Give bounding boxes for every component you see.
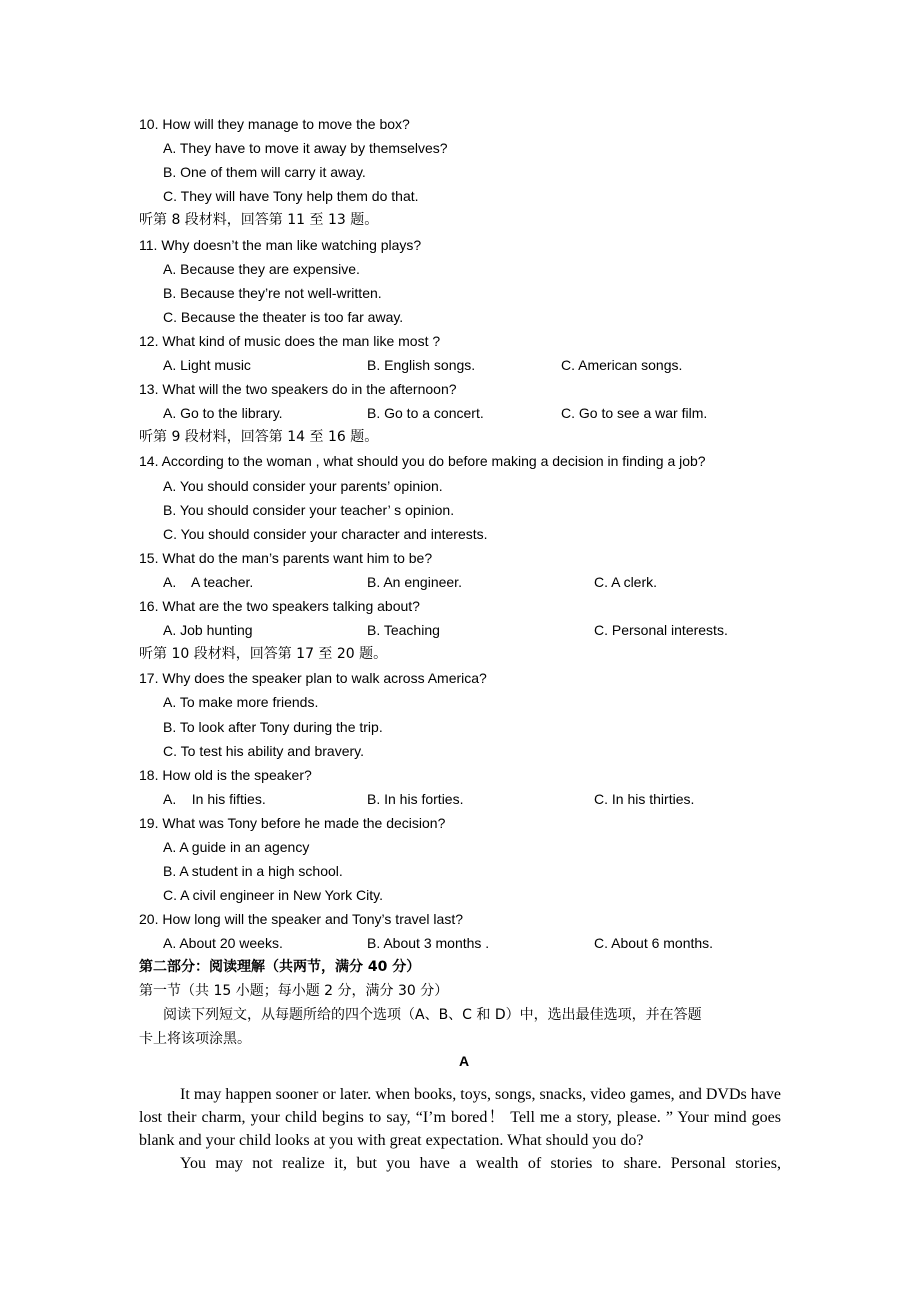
option: B. To look after Tony during the trip. (163, 718, 383, 735)
question: 10. How will they manage to move the box? (139, 116, 410, 132)
option: C. A clerk. (594, 573, 658, 590)
question: 15. What do the man’s parents want him to be? (139, 549, 433, 566)
option: A. Because they are expensive. (163, 260, 360, 277)
option: C. Because the theater is too far away. (163, 308, 404, 325)
option: B. English songs. (367, 357, 476, 373)
section-instruction: 听第 9 段材料，回答第 14 至 16 题。 (139, 429, 379, 446)
option: C. About 6 months. (594, 935, 714, 952)
question: 19. What was Tony before he made the decision? (139, 814, 446, 831)
question: 12. What kind of music does the man like most ? (139, 332, 441, 349)
passage-paragraph: You may not realize it, but you have a wealth of stories to share. Personal stories, (180, 1155, 781, 1172)
option: C. In his thirties. (594, 790, 695, 807)
option: A. Job hunting (163, 622, 253, 639)
instruction-line-2: 卡上将该项涂黑。 (139, 1031, 251, 1047)
option: B. An engineer. (367, 573, 462, 590)
option: A. About 20 weeks. (163, 935, 283, 952)
option: A. Light music (163, 357, 251, 373)
option: C. Go to see a war film. (561, 405, 708, 422)
question: 18. How old is the speaker? (139, 766, 312, 783)
option: B. About 3 months . (367, 935, 490, 952)
option: C. Personal interests. (594, 622, 728, 639)
option: C. A civil engineer in New York City. (163, 887, 383, 904)
instruction-line-1: 阅读下列短文，从每题所给的四个选项（A、B、C 和 D）中，选出最佳选项，并在答题 (163, 1007, 702, 1023)
question: 11. Why doesn’t the man like watching plays? (139, 236, 422, 253)
option: C. American songs. (561, 357, 683, 373)
option: A. In his fifties. (163, 790, 266, 807)
part-heading: 第二部分：阅读理解（共两节，满分 40 分） (139, 959, 421, 975)
question: 17. Why does the speaker plan to walk across America? (139, 670, 487, 687)
section-instruction: 听第 8 段材料，回答第 11 至 13 题。 (139, 212, 379, 229)
option: A. A teacher. (163, 573, 254, 590)
option: B. In his forties. (367, 790, 464, 807)
question: 14. According to the woman , what should you do before making a decision in finding a job? (139, 453, 706, 470)
passage-title: A (458, 1053, 470, 1069)
option: A. You should consider your parents’ opinion. (163, 477, 443, 494)
passage-paragraph: It may happen sooner or later. when books, toys, songs, snacks, video games, and DVDs have lost their charm, your child begins to say, “I’m bored！ Tell me a story, please. ” Your mind goes blank and your child looks at you with great expectation. What should you do? (139, 1086, 781, 1149)
question: 20. How long will the speaker and Tony’s travel last? (139, 911, 463, 928)
option: C. To test his ability and bravery. (163, 742, 365, 759)
option: B. You should consider your teacher’ s opinion. (163, 501, 455, 518)
option: A. They have to move it away by themselves? (163, 140, 448, 157)
section-instruction: 听第 10 段材料，回答第 17 至 20 题。 (139, 646, 388, 663)
option: B. One of them will carry it away. (163, 164, 366, 181)
option: B. A student in a high school. (163, 863, 343, 880)
option: A. A guide in an agency (163, 839, 310, 855)
question: 13. What will the two speakers do in the afternoon? (139, 381, 457, 398)
option: B. Because they’re not well-written. (163, 284, 382, 301)
option: B. Teaching (367, 622, 440, 639)
option: B. Go to a concert. (367, 405, 484, 422)
option: A. To make more friends. (163, 694, 319, 711)
section-heading: 第一节（共 15 小题；每小题 2 分，满分 30 分） (139, 983, 449, 999)
option: C. They will have Tony help them do that. (163, 188, 419, 205)
question: 16. What are the two speakers talking about? (139, 598, 420, 614)
option: A. Go to the library. (163, 405, 283, 422)
option: C. You should consider your character and interests. (163, 525, 488, 542)
